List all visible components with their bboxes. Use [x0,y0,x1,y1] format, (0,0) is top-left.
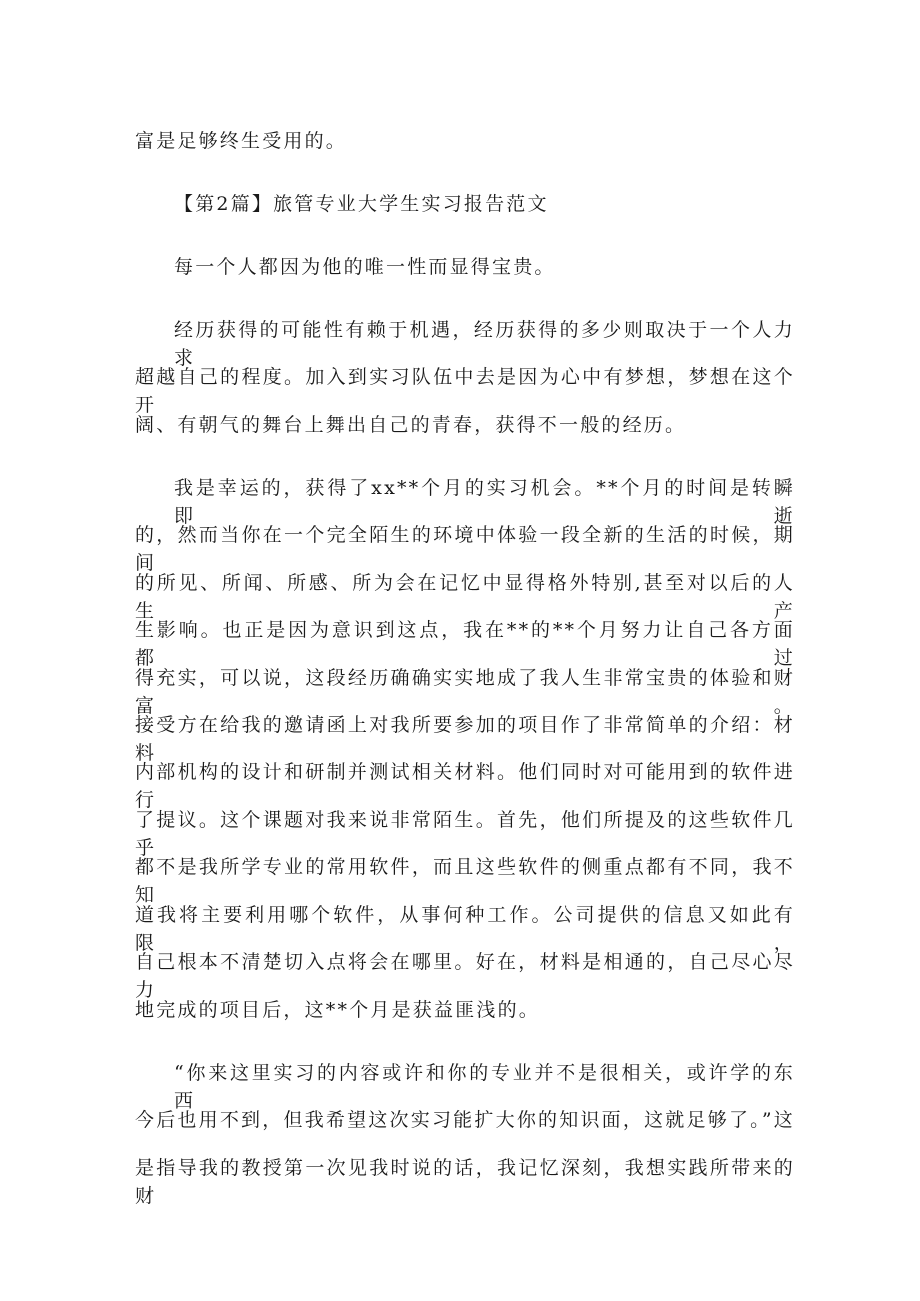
text-line: 了提议。这个课题对我来说非常陌生。首先，他们所提及的这些软件几乎 [135,809,795,859]
text-line: 的，然而当你在一个完全陌生的环境中体验一段全新的生活的时候，期间 [135,524,795,574]
text-line: 今后也用不到，但我希望这次实习能扩大你的知识面，这就足够了。”这 [135,1109,795,1131]
text-line: 内部机构的设计和研制并测试相关材料。他们同时对可能用到的软件进行 [135,761,795,811]
text-line: 每一个人都因为他的唯一性而显得宝贵。 [174,256,556,278]
text-line: “你来这里实习的内容或许和你的专业并不是很相关，或许学的东西 [174,1062,795,1112]
text-line: 的所见、所闻、所感、所为会在记忆中显得格外特别,甚至对以后的人生产 [135,572,795,622]
text-line: 都不是我所学专业的常用软件，而且这些软件的侧重点都有不同，我不知 [135,856,795,906]
text-line: 是指导我的教授第一次见我时说的话，我记忆深刻，我想实践所带来的财 [135,1157,795,1207]
section-heading: 【第2篇】旅管专业大学生实习报告范文 [174,193,549,215]
text-line: 地完成的项目后，这**个月是获益匪浅的。 [135,999,541,1021]
text-line: 得充实，可以说，这段经历确确实实地成了我人生非常宝贵的体验和财富。 [135,667,795,717]
text-line: 我是幸运的，获得了xx**个月的实习机会。**个月的时间是转瞬即逝 [174,477,795,527]
text-line: 自己根本不清楚切入点将会在哪里。好在，材料是相通的，自己尽心尽力 [135,951,795,1001]
text-line: 超越自己的程度。加入到实习队伍中去是因为心中有梦想，梦想在这个开 [135,366,795,416]
text-line: 经历获得的可能性有赖于机遇，经历获得的多少则取决于一个人力求 [174,319,795,369]
text-line: 接受方在给我的邀请函上对我所要参加的项目作了非常简单的介绍：材料 [135,714,795,764]
text-line: 阔、有朝气的舞台上舞出自己的青春，获得不一般的经历。 [135,414,687,436]
text-line: 富是足够终生受用的。 [135,130,348,152]
text-line: 生影响。也正是因为意识到这点，我在**的**个月努力让自己各方面都过 [135,619,795,669]
text-line: 道我将主要利用哪个软件，从事何种工作。公司提供的信息又如此有限， [135,904,795,954]
